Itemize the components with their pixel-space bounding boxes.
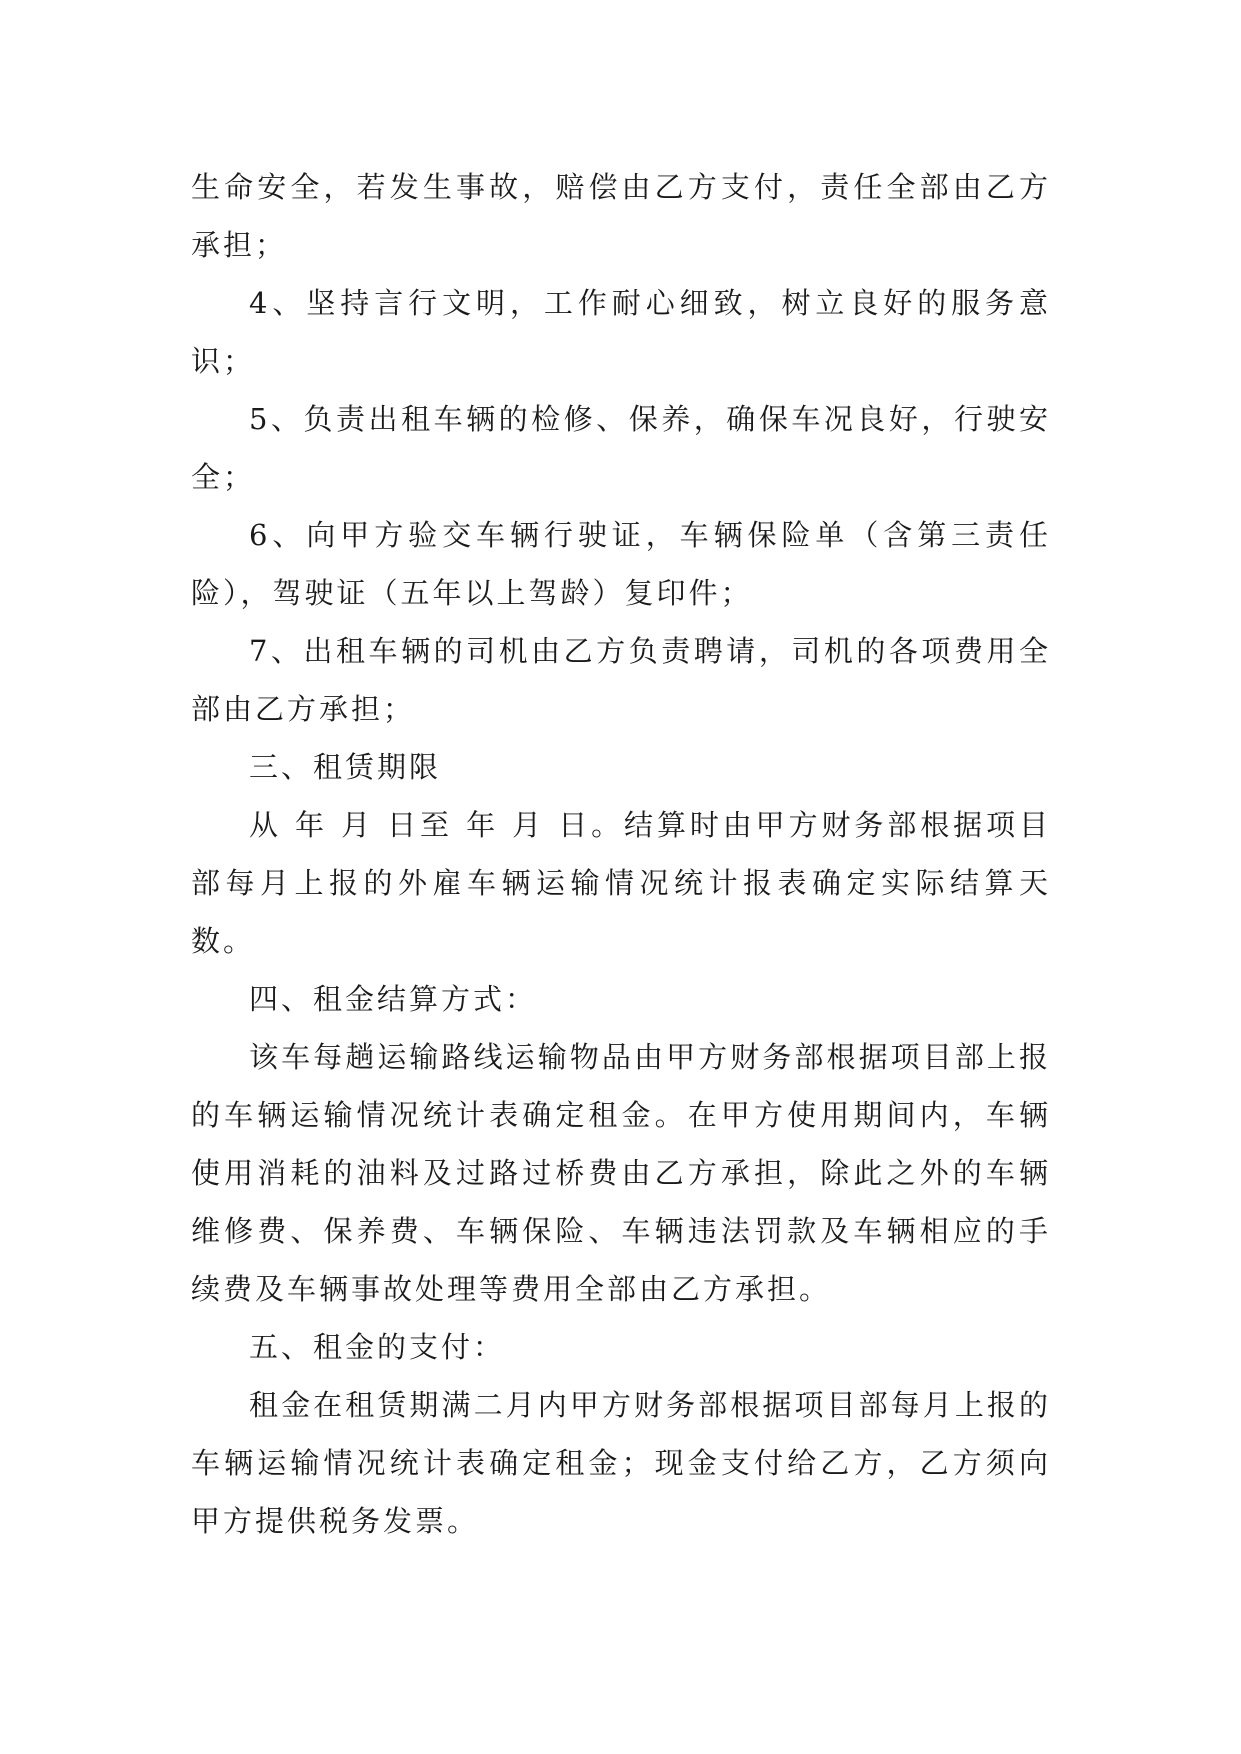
section-heading-rent-payment: 五、租金的支付：	[249, 1330, 506, 1364]
paragraph-item-7: 7、出租车辆的司机由乙方负责聘请，司机的各项费用全部由乙方承担；	[191, 634, 1051, 726]
paragraph-safety-liability: 生命安全，若发生事故，赔偿由乙方支付，责任全部由乙方承担；	[191, 170, 1051, 262]
paragraph-rent-payment: 租金在租赁期满二月内甲方财务部根据项目部每月上报的车辆运输情况统计表确定租金；现金支付给乙方，乙方须向甲方提供税务发票。	[191, 1388, 1051, 1538]
document-body	[191, 158, 1051, 1550]
section-heading-lease-term: 三、租赁期限	[249, 750, 442, 784]
paragraph-item-4: 4、坚持言行文明，工作耐心细致，树立良好的服务意识；	[191, 286, 1051, 378]
paragraph-lease-term: 从 年 月 日至 年 月 日。结算时由甲方财务部根据项目部每月上报的外雇车辆运输情况统计报表确定实际结算天数。	[191, 808, 1051, 958]
paragraph-item-5: 5、负责出租车辆的检修、保养，确保车况良好，行驶安全；	[191, 402, 1051, 494]
paragraph-rent-settlement: 该车每趟运输路线运输物品由甲方财务部根据项目部上报的车辆运输情况统计表确定租金。在甲方使用期间内，车辆使用消耗的油料及过路过桥费由乙方承担，除此之外的车辆维修费、保养费、车辆保险、车辆违法罚款及车辆相应的手续费及车辆事故处理等费用全部由乙方承担。	[191, 1040, 1051, 1306]
section-heading-rent-settlement: 四、租金结算方式：	[249, 982, 538, 1016]
paragraph-item-6: 6、向甲方验交车辆行驶证，车辆保险单（含第三责任险），驾驶证（五年以上驾龄）复印件；	[191, 518, 1051, 610]
